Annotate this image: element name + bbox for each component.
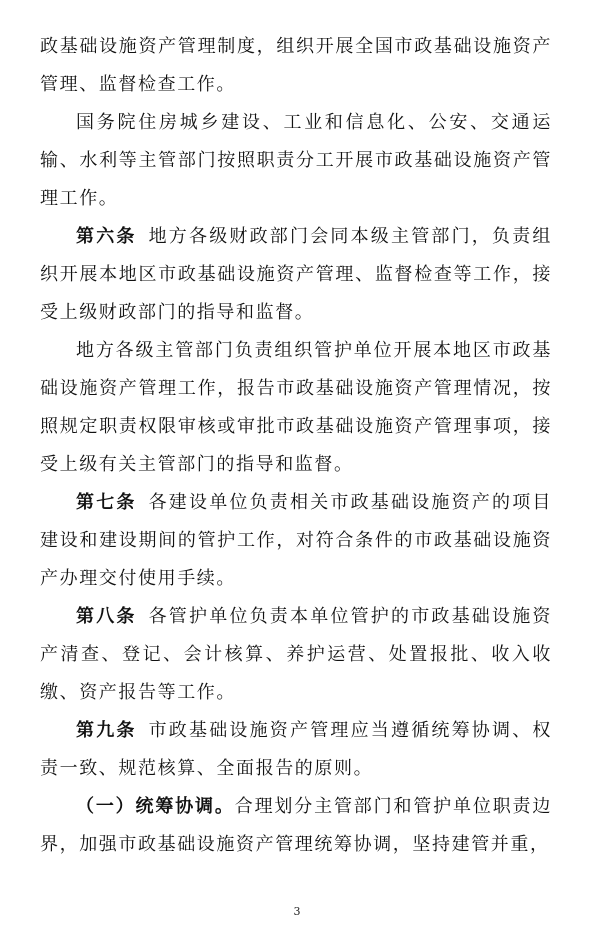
article-7 [40,484,552,598]
article-8 [40,598,552,712]
article-text: 各建设单位负责相关市政基础设施资产的项目建设和建设期间的管护工作，对符合条件的市政基础设施资产办理交付使用手续。 [40,492,552,589]
article-heading: 第八条 [76,606,137,627]
article-text: 市政基础设施资产管理应当遵循统筹协调、权责一致、规范核算、全面报告的原则。 [40,720,552,779]
article-text: 各管护单位负责本单位管护的市政基础设施资产清查、登记、会计核算、养护运营、处置报批、收入收缴、资产报告等工作。 [40,606,552,703]
clause-heading: （一）统筹协调。 [76,796,235,817]
article-text: 地方各级财政部门会同本级主管部门，负责组织开展本地区市政基础设施资产管理、监督检查等工作，接受上级财政部门的指导和监督。 [40,226,552,323]
paragraph-ministries [40,104,552,218]
clause-coordination [40,788,552,864]
document-body [40,28,552,864]
clause-text: 合理划分主管部门和管护单位职责边界，加强市政基础设施资产管理统筹协调，坚持建管并重， [40,796,552,855]
article-6 [40,218,552,332]
paragraph-local-authorities [40,332,552,484]
article-heading: 第九条 [76,720,137,741]
paragraph-text: 政基础设施资产管理制度，组织开展全国市政基础设施资产管理、监督检查工作。 [40,36,552,95]
paragraph-text: 地方各级主管部门负责组织管护单位开展本地区市政基础设施资产管理工作，报告市政基础设施资产管理情况，按照规定职责权限审核或审批市政基础设施资产管理事项，接受上级有关主管部门的指导和监督。 [40,340,552,475]
paragraph-continuation [40,28,552,104]
page-number: 3 [293,905,301,918]
article-heading: 第七条 [76,492,137,513]
article-heading: 第六条 [76,226,137,247]
paragraph-text: 国务院住房城乡建设、工业和信息化、公安、交通运输、水利等主管部门按照职责分工开展市政基础设施资产管理工作。 [40,112,552,209]
article-9 [40,712,552,788]
